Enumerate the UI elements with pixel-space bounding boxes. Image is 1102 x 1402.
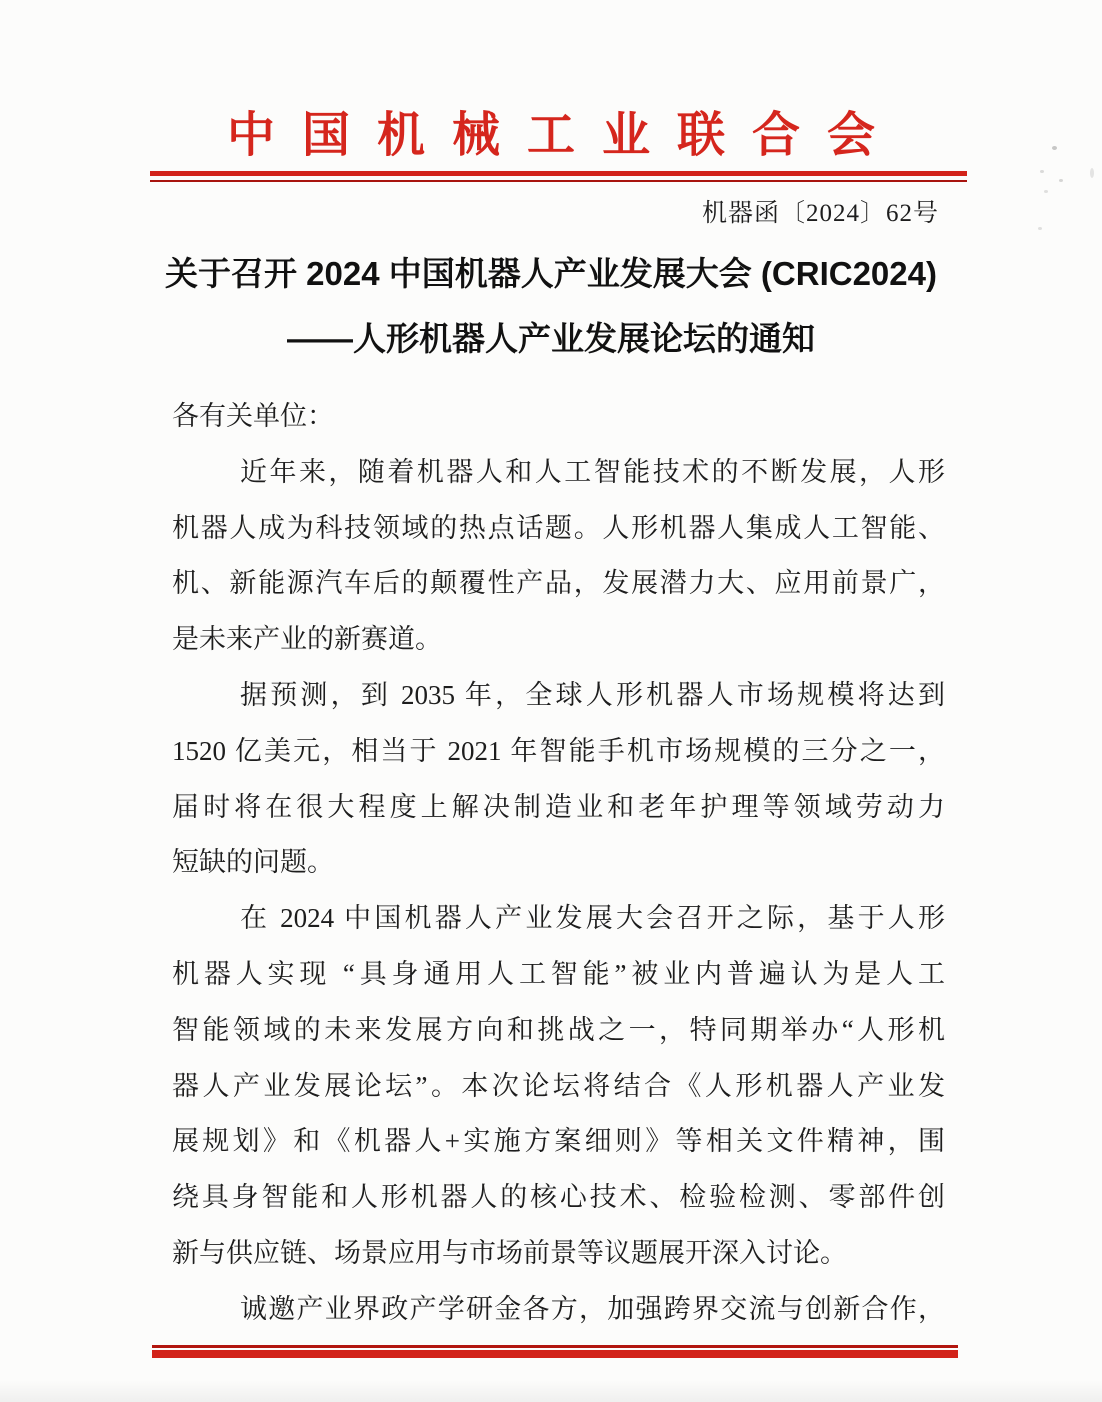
body-line: 展规划》和《机器人+实施方案细则》等相关文件精神，围 xyxy=(172,1126,945,1157)
body-line: 届时将在很大程度上解决制造业和老年护理等领域劳动力 xyxy=(172,791,945,822)
body-line: 机、新能源汽车后的颠覆性产品，发展潜力大、应用前景广， xyxy=(172,568,945,599)
body-line: 诚邀产业界政产学研金各方，加强跨界交流与创新合作， xyxy=(240,1293,945,1324)
scan-speck xyxy=(1040,170,1044,173)
letterhead-rule-thick xyxy=(150,171,967,176)
scan-speck xyxy=(1052,146,1057,150)
salutation: 各有关单位： xyxy=(172,401,334,431)
footer-rule-thin xyxy=(152,1345,958,1348)
body-line: 器人产业发展论坛”。本次论坛将结合《人形机器人产业发 xyxy=(172,1070,945,1101)
document-number: 机器函〔2024〕62号 xyxy=(701,200,939,227)
letter-body xyxy=(172,389,945,1338)
body-line: 绕具身智能和人形机器人的核心技术、检验检测、零部件创 xyxy=(172,1182,945,1213)
body-line: 机器人实现 “具身通用人工智能”被业内普遍认为是人工 xyxy=(172,958,945,989)
body-line: 短缺的问题。 xyxy=(172,847,334,878)
scan-speck xyxy=(1044,190,1048,193)
scan-speck xyxy=(1038,227,1042,230)
body-line: 智能领域的未来发展方向和挑战之一，特同期举办“人形机 xyxy=(172,1014,945,1045)
footer-rule-thick xyxy=(152,1350,958,1358)
scan-speck xyxy=(1090,168,1094,178)
body-line: 据预测，到 2035 年，全球人形机器人市场规模将达到 xyxy=(240,679,945,710)
scan-edge-shadow xyxy=(0,1380,1102,1402)
body-line: 1520 亿美元，相当于 2021 年智能手机市场规模的三分之一， xyxy=(172,735,945,766)
scan-speck xyxy=(1059,179,1063,182)
letterhead-org-name: 中国机械工业联合会 xyxy=(226,109,902,162)
document-title-line-1: 关于召开 2024 中国机器人产业发展大会 (CRIC2024) xyxy=(165,255,937,292)
body-line: 近年来，随着机器人和人工智能技术的不断发展，人形 xyxy=(240,456,945,487)
document-title-line-2: ——人形机器人产业发展论坛的通知 xyxy=(287,320,815,357)
body-line: 机器人成为科技领域的热点话题。人形机器人集成人工智能、 xyxy=(172,512,945,543)
body-line: 是未来产业的新赛道。 xyxy=(172,624,442,655)
letterhead-rule-thin xyxy=(150,180,967,182)
body-line: 在 2024 中国机器人产业发展大会召开之际，基于人形 xyxy=(240,903,945,934)
body-line: 新与供应链、场景应用与市场前景等议题展开深入讨论。 xyxy=(172,1237,847,1268)
